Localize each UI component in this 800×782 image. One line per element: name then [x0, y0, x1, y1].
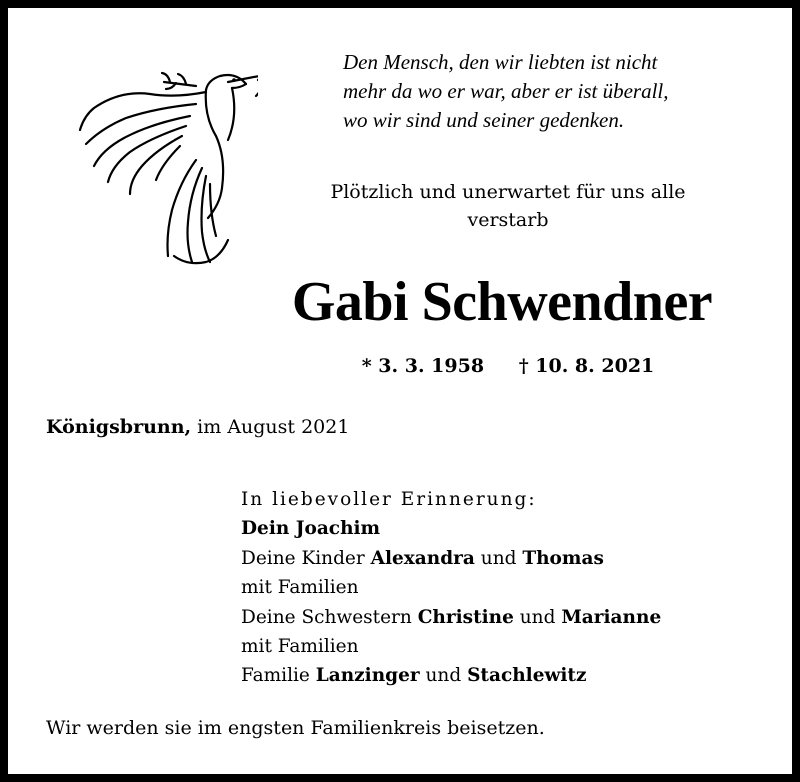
intro-line: verstarb	[467, 209, 549, 231]
mourner-name: Thomas	[522, 547, 604, 569]
birth-date: * 3. 3. 1958	[361, 355, 485, 377]
mourner-name: Stachlewitz	[467, 665, 587, 687]
mourners-heading: In liebevoller Erinnerung:	[241, 489, 537, 510]
burial-notice: Wir werden sie im engsten Familienkreis beisetzen.	[46, 717, 545, 739]
mourner-line	[241, 544, 661, 573]
mourner-line: mit Familien	[241, 577, 359, 599]
obituary-card	[8, 8, 792, 774]
mourner-name: Marianne	[561, 606, 662, 628]
place-city: Königsbrunn,	[46, 416, 192, 438]
life-dates	[258, 353, 758, 379]
mourners-list	[241, 485, 661, 691]
mourner-text: Deine Schwestern	[241, 606, 418, 628]
mourner-text: Deine Kinder	[241, 547, 371, 569]
mourner-name: Lanzinger	[315, 665, 420, 687]
mourner-text: und	[513, 606, 562, 628]
quote-line: Den Mensch, den wir liebten ist nicht	[343, 50, 658, 74]
announcement-intro	[258, 178, 758, 234]
mourner-line: mit Familien	[241, 636, 359, 658]
death-date: † 10. 8. 2021	[518, 355, 655, 377]
mourner-name: Alexandra	[370, 547, 475, 569]
quote-line: mehr da wo er war, aber er ist überall,	[343, 79, 669, 103]
mourner-text: und	[474, 547, 523, 569]
mourner-text: Familie	[241, 665, 316, 687]
mourner-line	[241, 603, 661, 632]
place-date: im August 2021	[191, 416, 350, 438]
mourner-line	[241, 661, 661, 690]
mourner-name: Dein Joachim	[241, 518, 381, 540]
deceased-name: Gabi Schwendner	[291, 271, 713, 333]
mourner-line	[241, 514, 661, 543]
intro-line: Plötzlich und unerwartet für uns alle	[330, 181, 686, 203]
quote-line: wo wir sind und seiner gedenken.	[343, 108, 625, 132]
mourner-name: Christine	[417, 606, 514, 628]
dove-icon	[46, 60, 258, 272]
memorial-quote	[343, 48, 763, 135]
place-and-date	[46, 413, 349, 441]
mourner-text: und	[419, 665, 468, 687]
